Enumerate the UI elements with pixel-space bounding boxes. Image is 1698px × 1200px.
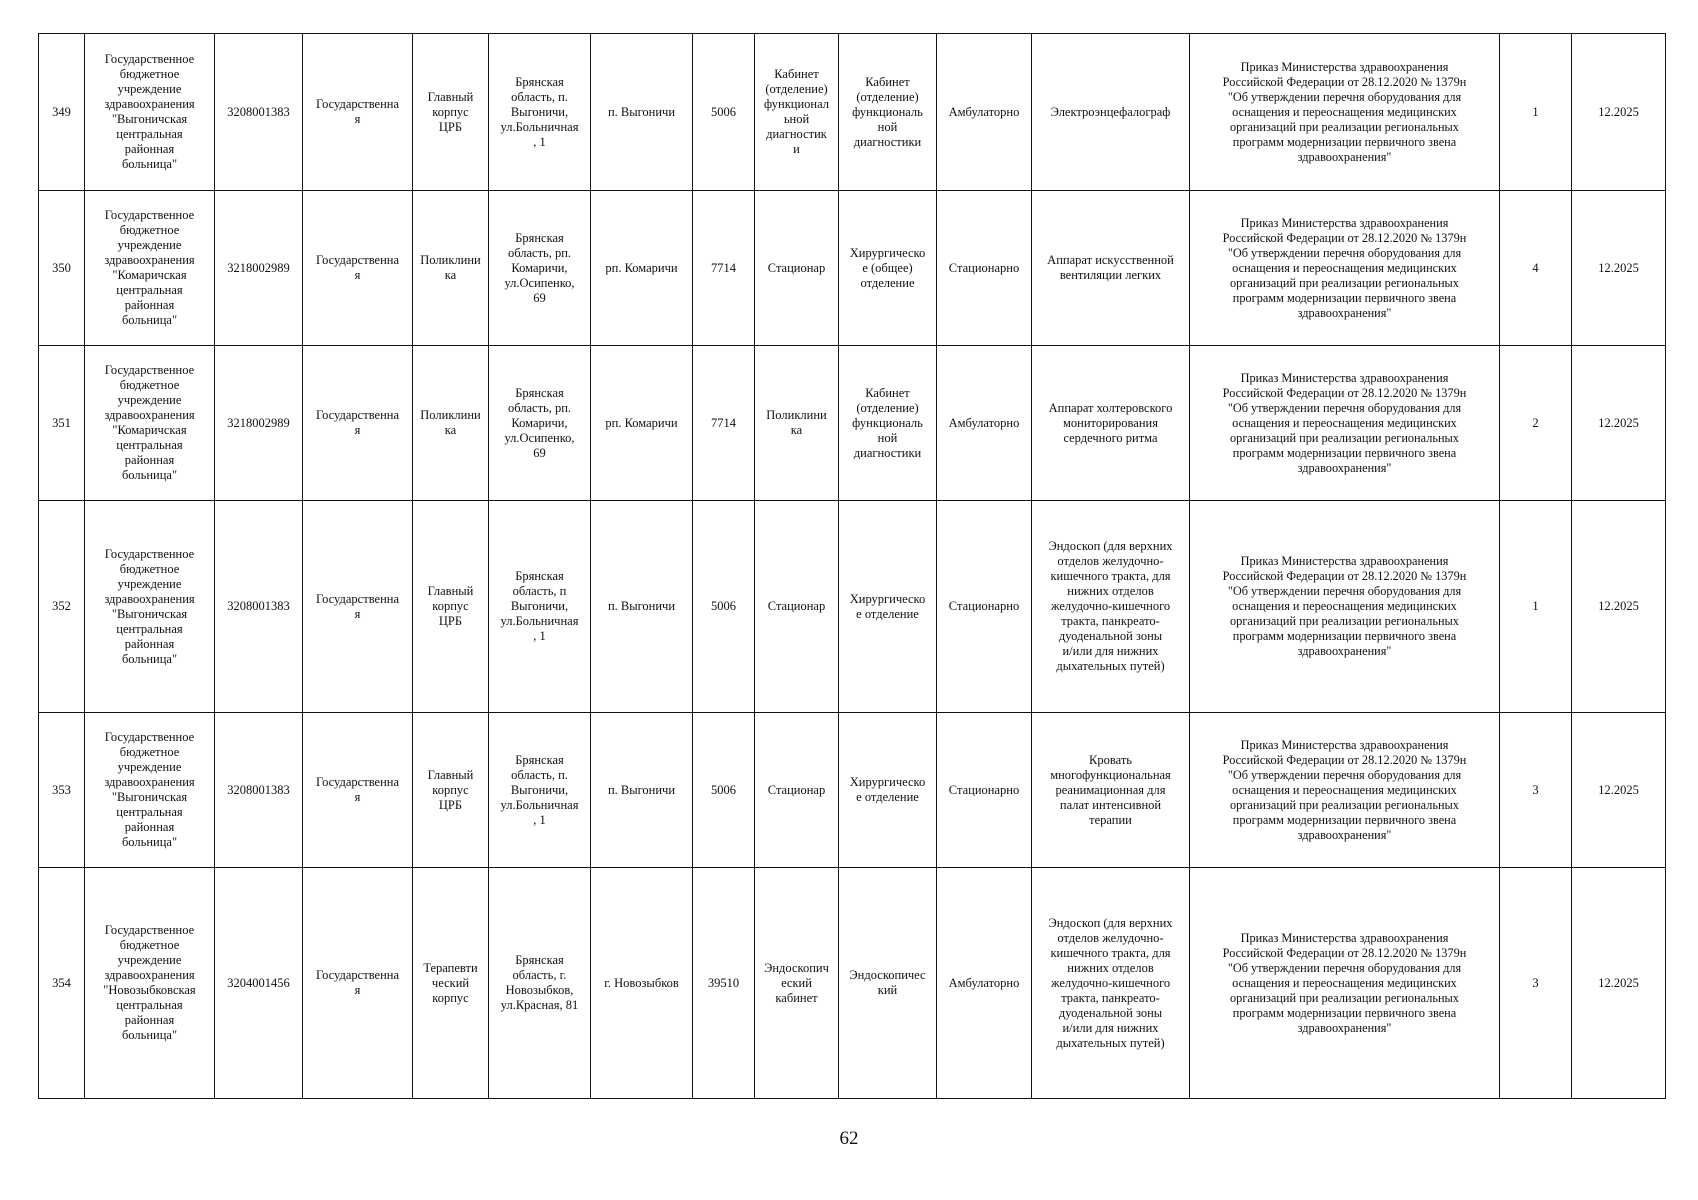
table-row [39,501,1666,713]
locality-code-cell: 5006 [693,34,755,191]
legal-document-cell: Приказ Министерства здравоохранения Российской Федерации от 28.12.2020 № 1379н "Об утверждении перечня оборудования для оснащения и переоснащения медицинских организаций при реализации региональных программ модернизации первичного звена здравоохранения" [1190,713,1500,868]
ownership-form-cell: Государственна я [303,868,413,1099]
row-number-cell: 351 [39,346,85,501]
locality-code-cell: 7714 [693,346,755,501]
quantity-cell: 4 [1500,191,1572,346]
profile-cell: Кабинет (отделение) функциональ ной диагностики [839,34,937,191]
inn-cell: 3208001383 [215,501,303,713]
inn-cell: 3218002989 [215,346,303,501]
care-type-cell: Амбулаторно [937,868,1032,1099]
ownership-form-cell: Государственна я [303,346,413,501]
row-number-cell: 354 [39,868,85,1099]
table-row [39,346,1666,501]
care-type-cell: Стационарно [937,713,1032,868]
profile-cell: Кабинет (отделение) функциональ ной диагностики [839,346,937,501]
row-number-cell: 350 [39,191,85,346]
organization-cell: Государственное бюджетное учреждение здравоохранения "Выгоничская центральная районная больница" [85,501,215,713]
table-row [39,868,1666,1099]
unit-cell: Кабинет (отделение) функционал ьной диагностик и [755,34,839,191]
organization-cell: Государственное бюджетное учреждение здравоохранения "Выгоничская центральная районная больница" [85,34,215,191]
building-cell: Поликлини ка [413,346,489,501]
legal-document-cell: Приказ Министерства здравоохранения Российской Федерации от 28.12.2020 № 1379н "Об утверждении перечня оборудования для оснащения и переоснащения медицинских организаций при реализации региональных программ модернизации первичного звена здравоохранения" [1190,501,1500,713]
inn-cell: 3218002989 [215,191,303,346]
locality-cell: рп. Комаричи [591,346,693,501]
quantity-cell: 1 [1500,501,1572,713]
locality-cell: п. Выгоничи [591,713,693,868]
unit-cell: Стационар [755,713,839,868]
locality-code-cell: 7714 [693,191,755,346]
ownership-form-cell: Государственна я [303,191,413,346]
deadline-cell: 12.2025 [1572,191,1666,346]
organization-cell: Государственное бюджетное учреждение здравоохранения "Выгоничская центральная районная больница" [85,713,215,868]
legal-document-cell: Приказ Министерства здравоохранения Российской Федерации от 28.12.2020 № 1379н "Об утверждении перечня оборудования для оснащения и переоснащения медицинских организаций при реализации региональных программ модернизации первичного звена здравоохранения" [1190,346,1500,501]
ownership-form-cell: Государственна я [303,713,413,868]
unit-cell: Поликлини ка [755,346,839,501]
locality-cell: п. Выгоничи [591,501,693,713]
quantity-cell: 1 [1500,34,1572,191]
building-cell: Главный корпус ЦРБ [413,713,489,868]
locality-code-cell: 5006 [693,501,755,713]
building-cell: Главный корпус ЦРБ [413,501,489,713]
legal-document-cell: Приказ Министерства здравоохранения Российской Федерации от 28.12.2020 № 1379н "Об утверждении перечня оборудования для оснащения и переоснащения медицинских организаций при реализации региональных программ модернизации первичного звена здравоохранения" [1190,868,1500,1099]
building-cell: Поликлини ка [413,191,489,346]
deadline-cell: 12.2025 [1572,868,1666,1099]
locality-cell: г. Новозыбков [591,868,693,1099]
address-cell: Брянская область, рп. Комаричи, ул.Осипенко, 69 [489,346,591,501]
quantity-cell: 3 [1500,868,1572,1099]
deadline-cell: 12.2025 [1572,34,1666,191]
locality-cell: рп. Комаричи [591,191,693,346]
unit-cell: Стационар [755,191,839,346]
locality-code-cell: 5006 [693,713,755,868]
equipment-cell: Эндоскоп (для верхних отделов желудочно- кишечного тракта, для нижних отделов желудочно-кишечного тракта, панкреато- дуоденальной зоны и/или для нижних дыхательных путей) [1032,501,1190,713]
legal-document-cell: Приказ Министерства здравоохранения Российской Федерации от 28.12.2020 № 1379н "Об утверждении перечня оборудования для оснащения и переоснащения медицинских организаций при реализации региональных программ модернизации первичного звена здравоохранения" [1190,34,1500,191]
building-cell: Терапевти ческий корпус [413,868,489,1099]
ownership-form-cell: Государственна я [303,501,413,713]
address-cell: Брянская область, рп. Комаричи, ул.Осипенко, 69 [489,191,591,346]
address-cell: Брянская область, г. Новозыбков, ул.Красная, 81 [489,868,591,1099]
organization-cell: Государственное бюджетное учреждение здравоохранения "Новозыбковская центральная районная больница" [85,868,215,1099]
inn-cell: 3204001456 [215,868,303,1099]
organization-cell: Государственное бюджетное учреждение здравоохранения "Комаричская центральная районная больница" [85,191,215,346]
locality-cell: п. Выгоничи [591,34,693,191]
organization-cell: Государственное бюджетное учреждение здравоохранения "Комаричская центральная районная больница" [85,346,215,501]
care-type-cell: Амбулаторно [937,346,1032,501]
ownership-form-cell: Государственна я [303,34,413,191]
equipment-cell: Аппарат искусственной вентиляции легких [1032,191,1190,346]
equipment-cell: Электроэнцефалограф [1032,34,1190,191]
building-cell: Главный корпус ЦРБ [413,34,489,191]
equipment-cell: Эндоскоп (для верхних отделов желудочно- кишечного тракта, для нижних отделов желудочно-кишечного тракта, панкреато- дуоденальной зоны и/или для нижних дыхательных путей) [1032,868,1190,1099]
row-number-cell: 352 [39,501,85,713]
profile-cell: Хирургическо е (общее) отделение [839,191,937,346]
quantity-cell: 2 [1500,346,1572,501]
profile-cell: Хирургическо е отделение [839,501,937,713]
profile-cell: Хирургическо е отделение [839,713,937,868]
locality-code-cell: 39510 [693,868,755,1099]
address-cell: Брянская область, п Выгоничи, ул.Больничная , 1 [489,501,591,713]
table-row [39,191,1666,346]
row-number-cell: 353 [39,713,85,868]
deadline-cell: 12.2025 [1572,713,1666,868]
care-type-cell: Амбулаторно [937,34,1032,191]
deadline-cell: 12.2025 [1572,501,1666,713]
equipment-cell: Кровать многофункциональная реанимационная для палат интенсивной терапии [1032,713,1190,868]
table-row [39,34,1666,191]
care-type-cell: Стационарно [937,501,1032,713]
deadline-cell: 12.2025 [1572,346,1666,501]
row-number-cell: 349 [39,34,85,191]
table-row [39,713,1666,868]
address-cell: Брянская область, п. Выгоничи, ул.Больничная , 1 [489,713,591,868]
equipment-table [38,33,1666,1099]
quantity-cell: 3 [1500,713,1572,868]
unit-cell: Стационар [755,501,839,713]
page-number: 62 [839,1128,859,1149]
unit-cell: Эндоскопич еский кабинет [755,868,839,1099]
address-cell: Брянская область, п. Выгоничи, ул.Больничная , 1 [489,34,591,191]
inn-cell: 3208001383 [215,713,303,868]
equipment-cell: Аппарат холтеровского мониторирования сердечного ритма [1032,346,1190,501]
care-type-cell: Стационарно [937,191,1032,346]
inn-cell: 3208001383 [215,34,303,191]
legal-document-cell: Приказ Министерства здравоохранения Российской Федерации от 28.12.2020 № 1379н "Об утверждении перечня оборудования для оснащения и переоснащения медицинских организаций при реализации региональных программ модернизации первичного звена здравоохранения" [1190,191,1500,346]
profile-cell: Эндоскопичес кий [839,868,937,1099]
